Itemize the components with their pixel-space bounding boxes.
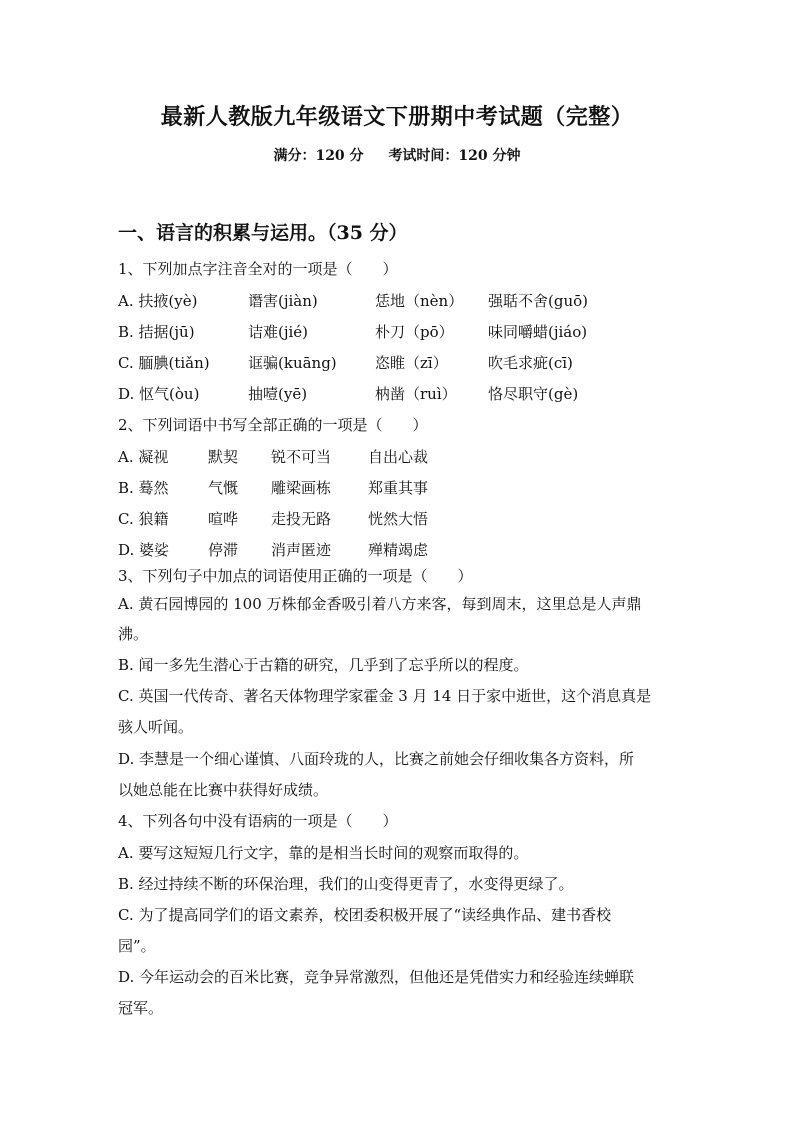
- q1-c-word2: 诓骗(kuāng): [248, 354, 337, 372]
- q3-option-d-line2: 以她总能在比赛中获得好成绩。: [118, 781, 329, 799]
- q2-b-word3: 雕梁画栋: [271, 479, 332, 497]
- q2-c-word4: 恍然大悟: [368, 510, 429, 528]
- q1-b-word2: 诘难(jié): [248, 323, 309, 341]
- q2-d-word2: 停滞: [208, 541, 239, 559]
- exam-time: 考试时间：120 分钟: [388, 148, 521, 164]
- q2-a-word1: A. 凝视: [118, 448, 169, 466]
- q1-b-word3: 朴刀（pō）: [375, 323, 454, 341]
- q4-option-c-line1: C. 为了提高同学们的语文素养，校团委积极开展了“读经典作品、建书香校: [118, 906, 612, 924]
- exam-subtitle: [0, 145, 794, 165]
- q2-b-word1: B. 蓦然: [118, 479, 169, 497]
- q3-option-a-line1: A. 黄石园博园的 100 万株郁金香吸引着八方来客，每到周末，这里总是人声鼎: [118, 595, 642, 613]
- exam-title: 最新人教版九年级语文下册期中考试题（完整）: [160, 104, 634, 130]
- q2-d-word3: 消声匿迹: [271, 541, 332, 559]
- q4-stem: 4、下列各句中没有语病的一项是（ ）: [118, 812, 398, 830]
- q4-option-d-line2: 冠军。: [118, 999, 164, 1017]
- q2-a-word4: 自出心裁: [368, 448, 429, 466]
- q1-b-word4: 味同嚼蜡(jiáo): [488, 323, 588, 341]
- q1-stem: 1、下列加点字注音全对的一项是（ ）: [118, 260, 398, 278]
- q1-b-word1: B. 拮据(jū): [118, 323, 195, 341]
- q2-b-word2: 气慨: [208, 479, 239, 497]
- full-score: 满分：120 分: [273, 148, 364, 164]
- q2-a-word2: 默契: [208, 448, 239, 466]
- q3-option-b: B. 闻一多先生潜心于古籍的研究，几乎到了忘乎所以的程度。: [118, 656, 529, 674]
- q3-option-c-line1: C. 英国一代传奇、著名天体物理学家霍金 3 月 14 日于家中逝世，这个消息真是: [118, 687, 652, 705]
- q1-d-word2: 抽噎(yē): [248, 385, 308, 403]
- q1-c-word1: C. 腼腆(tiǎn): [118, 354, 210, 372]
- q2-stem: 2、下列词语中书写全部正确的一项是（ ）: [118, 416, 428, 434]
- q3-option-a-line2: 沸。: [118, 625, 149, 643]
- q1-a-word4: 强聒不舍(guō): [488, 292, 588, 310]
- q4-option-d-line1: D. 今年运动会的百米比赛，竞争异常激烈，但他还是凭借实力和经验连续蝉联: [118, 968, 635, 986]
- q1-d-word1: D. 怄气(òu): [118, 385, 200, 403]
- q2-d-word1: D. 婆娑: [118, 541, 170, 559]
- q3-option-d-line1: D. 李慧是一个细心谨慎、八面玲珑的人，比赛之前她会仔细收集各方资料，所: [118, 750, 635, 768]
- q2-c-word3: 走投无路: [271, 510, 332, 528]
- q2-b-word4: 郑重其事: [368, 479, 429, 497]
- q1-c-word4: 吹毛求疵(cī): [488, 354, 573, 372]
- section-1-heading: 一、语言的积累与运用。（35 分）: [118, 222, 408, 244]
- q1-a-word3: 恁地（nèn）: [375, 292, 464, 310]
- q2-c-word1: C. 狼籍: [118, 510, 169, 528]
- q3-stem: 3、下列句子中加点的词语使用正确的一项是（ ）: [118, 567, 473, 585]
- q1-a-word1: A. 扶掖(yè): [118, 292, 198, 310]
- q1-a-word2: 谮害(jiàn): [248, 292, 318, 310]
- q4-option-a: A. 要写这短短几行文字，靠的是相当长时间的观察而取得的。: [118, 844, 529, 862]
- q2-a-word3: 锐不可当: [271, 448, 332, 466]
- q3-option-c-line2: 骇人听闻。: [118, 718, 194, 736]
- q2-c-word2: 喧哗: [208, 510, 239, 528]
- q1-d-word4: 恪尽职守(gè): [488, 385, 579, 403]
- q1-c-word3: 恣睢（zī）: [375, 354, 448, 372]
- q1-d-word3: 枘凿（ruì）: [375, 385, 457, 403]
- q4-option-b: B. 经过持续不断的环保治理，我们的山变得更青了，水变得更绿了。: [118, 875, 574, 893]
- q2-d-word4: 殚精竭虑: [368, 541, 429, 559]
- q4-option-c-line2: 园”。: [118, 937, 156, 955]
